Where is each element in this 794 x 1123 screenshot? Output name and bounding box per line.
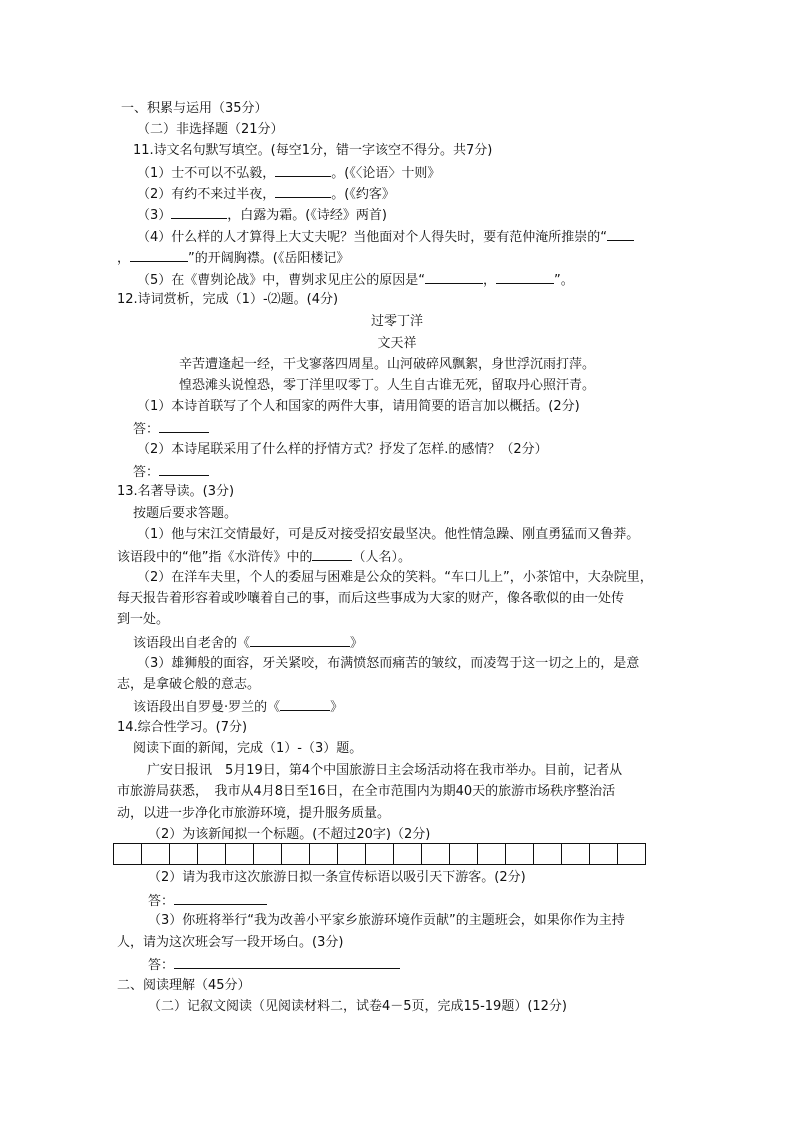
q13-item-2-prompt: 该语段出自老舍的《 — [133, 636, 251, 651]
q11-item-4 — [137, 228, 634, 246]
answer-label: 答： — [133, 422, 160, 437]
grid-cell[interactable] — [617, 843, 646, 865]
answer-blank[interactable] — [312, 548, 352, 561]
answer-blank[interactable] — [250, 634, 350, 647]
q11-item-4-comma: ， — [117, 251, 131, 266]
q11-item-5-comma: ， — [483, 273, 497, 288]
poem-line-1: 辛苦遭逢起一经，干戈寥落四周星。山河破碎风飘絮，身世浮沉雨打萍。 — [179, 357, 596, 372]
answer-label: 答： — [148, 894, 175, 909]
answer-blank[interactable] — [425, 271, 483, 284]
q13-item-3-line-2: 志，是拿破仑般的意志。 — [117, 677, 261, 692]
q12-item-1: （1）本诗首联写了个人和国家的两件大事，请用简要的语言加以概括。(2分) — [137, 399, 580, 414]
q11-item-1 — [137, 164, 440, 182]
q12-answer-1 — [133, 420, 209, 438]
q11-item-1-source: 。(《〈论语〉十则》 — [331, 166, 441, 181]
q12-answer-2 — [133, 463, 209, 481]
q11-item-2-text: （2）有约不来过半夜， — [137, 187, 276, 202]
answer-blank[interactable] — [275, 164, 331, 177]
section-1-title: 一、积累与运用（35分） — [121, 101, 268, 116]
news-line-2: 市旅游局获悉， 我市从4月8日至16日，在全市范围内为期40天的旅游市场秩序整治活 — [117, 784, 616, 799]
q13-instruction: 按题后要求答题。 — [133, 506, 238, 521]
subsection-narrative: （二）记叙文阅读（见阅读材料二，试卷4－5页，完成15-19题）(12分) — [148, 999, 568, 1014]
answer-blank[interactable] — [607, 228, 634, 241]
q11-item-2-source: 。(《约客》 — [331, 187, 395, 202]
q13-item-3-prompt: 该语段出自罗曼·罗兰的《 — [133, 700, 281, 715]
grid-cell[interactable] — [141, 843, 169, 865]
poem-title: 过零丁洋 — [370, 314, 423, 329]
answer-blank[interactable] — [174, 892, 267, 905]
q14-title: 14.综合性学习。(7分) — [117, 720, 248, 735]
grid-cell[interactable] — [113, 843, 141, 865]
section-2-title: 二、阅读理解（45分） — [117, 978, 251, 993]
q14-item-3-line-2: 人，请为这次班会写一段开场白。(3分) — [117, 935, 344, 950]
grid-cell[interactable] — [281, 843, 309, 865]
grid-cell[interactable] — [589, 843, 617, 865]
q13-item-1-line-1: （1）他与宋江交情最好，可是反对接受招安最坚决。他性情急躁、刚直勇猛而又鲁莽。 — [137, 527, 640, 542]
answer-blank[interactable] — [496, 271, 554, 284]
grid-cell[interactable] — [197, 843, 225, 865]
q13-item-3-line-3 — [133, 698, 343, 716]
q13-title: 13.名著导读。(3分) — [117, 484, 235, 499]
title-answer-grid[interactable] — [113, 843, 646, 865]
grid-cell[interactable] — [421, 843, 449, 865]
answer-blank[interactable] — [130, 249, 188, 262]
poem-author: 文天祥 — [377, 336, 417, 351]
grid-cell[interactable] — [365, 843, 393, 865]
q14-item-3-line-1: （3）你班将举行“我为改善小平家乡旅游环境作贡献”的主题班会，如果你作为主持 — [148, 913, 625, 928]
q13-item-1-prompt: 该语段中的“他”指《水浒传》中的 — [117, 550, 313, 565]
q11-item-5-text: （5）在《曹刿论战》中，曹刿求见庄公的原因是“ — [137, 273, 426, 288]
poem-line-2: 惶恐滩头说惶恐，零丁洋里叹零丁。人生自古谁无死，留取丹心照汗青。 — [179, 378, 596, 393]
q13-item-3-line-1: （3）雄狮般的面容，牙关紧咬，布满愤怒而痛苦的皱纹，而凌驾于这一切之上的，是意 — [137, 656, 640, 671]
answer-blank[interactable] — [159, 420, 209, 433]
answer-blank[interactable] — [280, 698, 330, 711]
q14-item-1: （2）为该新闻拟一个标题。(不超过20字)（2分) — [148, 827, 431, 842]
q11-item-1-text: （1）士不可以不弘毅， — [137, 166, 276, 181]
q11-item-2 — [137, 185, 395, 203]
answer-blank[interactable] — [159, 463, 209, 476]
q13-item-3-close: 》 — [330, 700, 344, 715]
q11-item-5 — [137, 271, 574, 289]
grid-cell[interactable] — [505, 843, 533, 865]
grid-cell[interactable] — [393, 843, 421, 865]
q11-title: 11.诗文名句默写填空。(每空1分，错一字该空不得分。共7分) — [133, 143, 493, 158]
q13-item-2-line-4 — [133, 634, 363, 652]
grid-cell[interactable] — [533, 843, 561, 865]
q13-item-1-line-2 — [117, 548, 411, 566]
q13-item-2-line-1: （2）在洋车夫里，个人的委屈与困难是公众的笑料。“车口儿上”，小茶馆中，大杂院里， — [137, 570, 653, 585]
q11-item-4-cont — [117, 249, 349, 267]
q11-item-3-source: ，白露为霜。(《诗经》两首) — [227, 208, 387, 223]
q14-answer-2 — [148, 892, 267, 910]
grid-cell[interactable] — [169, 843, 197, 865]
q11-item-3 — [137, 206, 387, 224]
grid-cell[interactable] — [337, 843, 365, 865]
grid-cell[interactable] — [253, 843, 281, 865]
q12-title: 12.诗词赏析，完成（1）-⑵题。(4分) — [117, 292, 339, 307]
q13-item-1-hint: （人名）。 — [352, 550, 411, 565]
grid-cell[interactable] — [309, 843, 337, 865]
q13-item-2-line-3: 到一处。 — [117, 612, 170, 627]
q14-instruction: 阅读下面的新闻，完成（1）-（3）题。 — [133, 741, 363, 756]
answer-label: 答： — [148, 958, 175, 973]
answer-blank[interactable] — [275, 185, 331, 198]
q14-item-2: （2）请为我市这次旅游日拟一条宣传标语以吸引天下游客。(2分) — [148, 870, 526, 885]
answer-blank[interactable] — [171, 206, 227, 219]
grid-cell[interactable] — [449, 843, 477, 865]
grid-cell[interactable] — [477, 843, 505, 865]
grid-cell[interactable] — [561, 843, 589, 865]
q13-item-2-line-2: 每天报告着形容着或吵嚷着自己的事，而后这些事成为大家的财产，像各歌似的由一处传 — [117, 591, 625, 606]
answer-blank[interactable] — [174, 956, 400, 969]
q11-item-3-text: （3） — [137, 208, 172, 223]
q11-item-4-source: ”的开阔胸襟。(《岳阳楼记》 — [188, 251, 350, 266]
q13-item-2-close: 》 — [350, 636, 364, 651]
news-line-1: 广安日报讯 5月19日，第4个中国旅游日主会场活动将在我市举办。目前，记者从 — [147, 763, 623, 778]
q14-answer-3 — [148, 956, 400, 974]
q11-item-5-end: ”。 — [554, 273, 574, 288]
subsection-nonchoice: （二）非选择题（21分） — [137, 122, 284, 137]
grid-cell[interactable] — [225, 843, 253, 865]
q12-item-2: （2）本诗尾联采用了什么样的抒情方式？抒发了怎样.的感情？（2分） — [137, 442, 548, 457]
q11-item-4-text: （4）什么样的人才算得上大丈夫呢？当他面对个人得失时，要有范仲淹所推崇的“ — [137, 230, 608, 245]
answer-label: 答： — [133, 465, 160, 480]
news-line-3: 动，以进一步净化市旅游环境，提升服务质量。 — [117, 806, 391, 821]
